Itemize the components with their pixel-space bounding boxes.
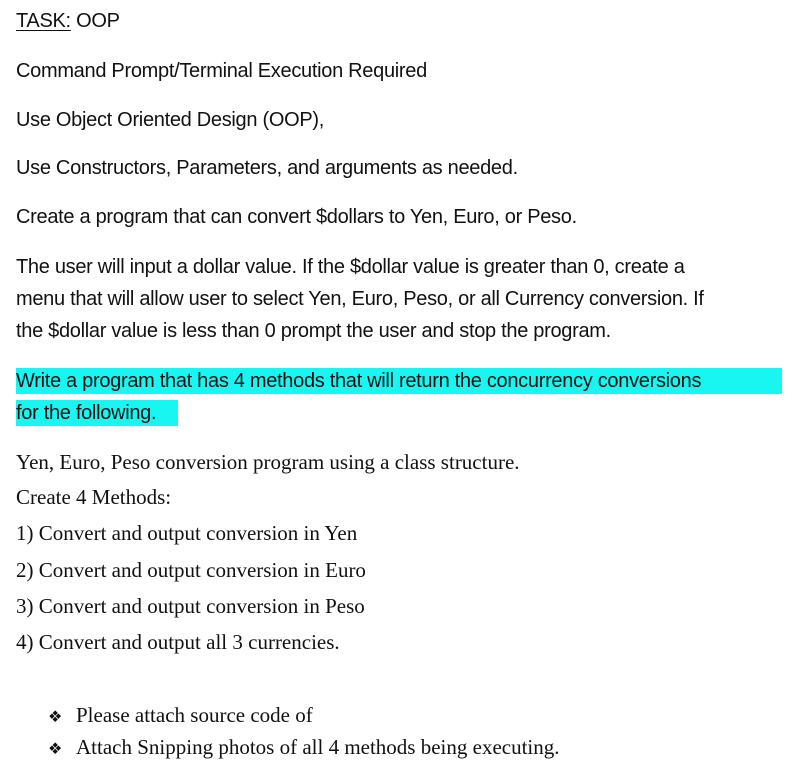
requirement-convert: Create a program that can convert $dollars to Yen, Euro, or Peso. [16, 206, 577, 228]
task-label: TASK: [16, 10, 71, 32]
bullet-text: Please attach source code of [76, 703, 313, 727]
bullet-item [48, 702, 313, 730]
diamond-bullet-icon: ❖ [48, 707, 63, 726]
requirement-constructors: Use Constructors, Parameters, and arguments as needed. [16, 157, 518, 179]
requirement-terminal: Command Prompt/Terminal Execution Required [16, 60, 427, 82]
bullet-item [48, 734, 560, 762]
task-title [16, 8, 120, 34]
method-item: 4) Convert and output all 3 currencies. [16, 630, 340, 654]
method-item: 1) Convert and output conversion in Yen [16, 521, 358, 545]
methods-heading: Create 4 Methods: [16, 485, 172, 509]
bullet-text: Attach Snipping photos of all 4 methods being executing. [76, 735, 560, 759]
highlighted-line: Write a program that has 4 methods that will return the concurrency conversions [16, 368, 782, 394]
task-value: OOP [70, 10, 120, 32]
requirement-oop: Use Object Oriented Design (OOP), [16, 109, 324, 131]
method-item: 2) Convert and output conversion in Euro [16, 558, 366, 582]
diamond-bullet-icon: ❖ [48, 739, 63, 758]
method-item: 3) Convert and output conversion in Peso [16, 594, 365, 618]
paragraph-line: the $dollar value is less than 0 prompt the user and stop the program. [16, 320, 611, 342]
paragraph-line: menu that will allow user to select Yen, Euro, Peso, or all Currency conversion. If [16, 288, 704, 310]
highlighted-line: for the following. [16, 400, 178, 426]
class-intro: Yen, Euro, Peso conversion program using a class structure. [16, 450, 520, 474]
paragraph-line: The user will input a dollar value. If the $dollar value is greater than 0, create a [16, 256, 685, 278]
